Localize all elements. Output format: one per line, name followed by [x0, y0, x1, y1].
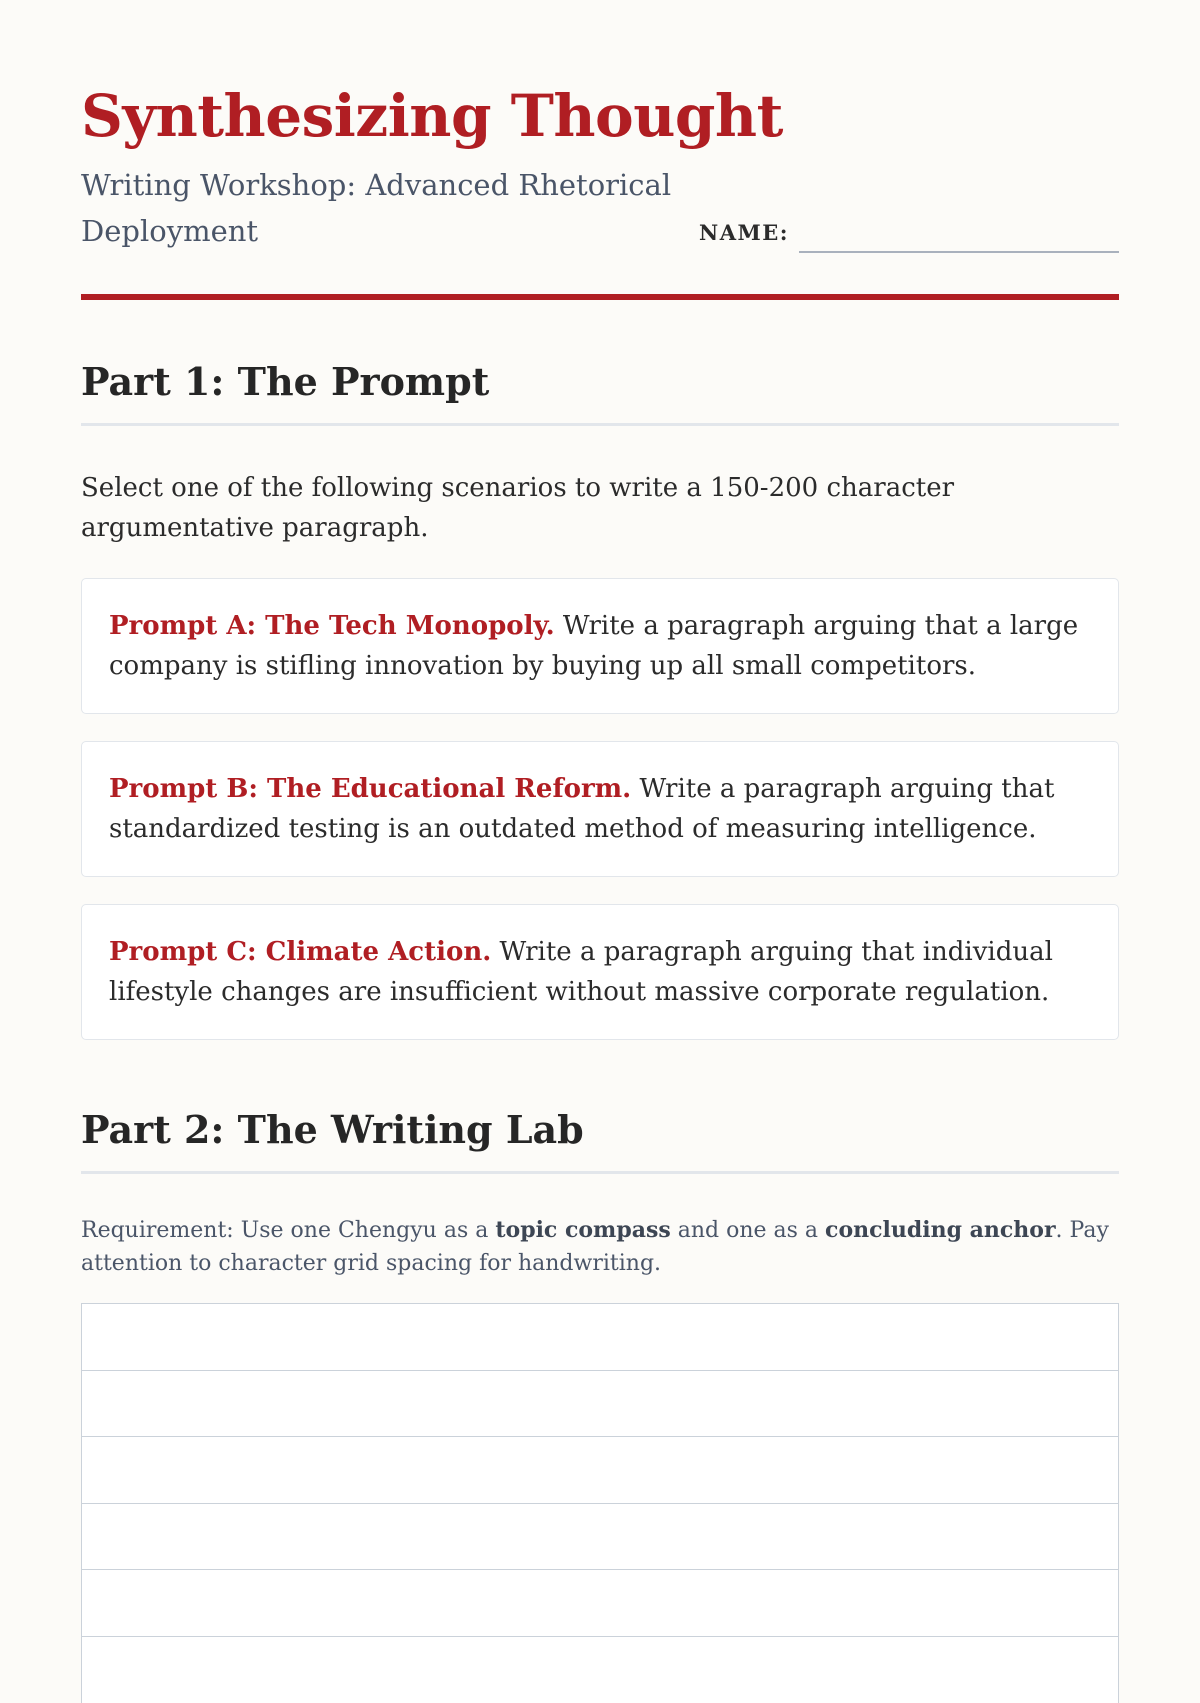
name-label: NAME:: [699, 220, 789, 245]
prompt-label: Prompt A: The Tech Monopoly.: [109, 611, 555, 641]
section-divider: [81, 1171, 1119, 1174]
worksheet-header: [81, 0, 1119, 302]
requirement-term-concluding-anchor: concluding anchor: [825, 1217, 1056, 1243]
section-part-1: [81, 357, 1119, 1040]
name-line[interactable]: [799, 251, 1119, 253]
header-divider: [81, 294, 1119, 300]
writing-row[interactable]: [82, 1304, 1118, 1371]
prompt-text: Write a paragraph arguing that standardized testing is an outdated method of measuring intelligence.: [109, 774, 1055, 844]
writing-row[interactable]: [82, 1437, 1118, 1504]
prompt-text: Write a paragraph arguing that individual lifestyle changes are insufficient without massive corporate regulation.: [109, 937, 1053, 1007]
requirement-prefix: Requirement: Use one Chengyu as a: [81, 1218, 496, 1243]
requirement-middle: and one as a: [670, 1218, 826, 1243]
writing-row[interactable]: [82, 1371, 1118, 1438]
writing-grid[interactable]: [81, 1303, 1119, 1703]
writing-row[interactable]: [82, 1504, 1118, 1571]
prompt-card-c: [81, 904, 1119, 1040]
prompt-label: Prompt C: Climate Action.: [109, 937, 492, 967]
section-title-part-1: Part 1: The Prompt: [81, 359, 490, 404]
requirement-term-topic-compass: topic compass: [495, 1217, 671, 1243]
page-title: Synthesizing Thought: [81, 82, 783, 150]
requirement-suffix: . Pay attention to character grid spacing for handwriting.: [81, 1218, 1109, 1276]
prompt-label: Prompt B: The Educational Reform.: [109, 774, 632, 804]
prompt-instructions: Select one of the following scenarios to write a 150-200 character argumentative paragraph.: [81, 473, 955, 543]
page-subtitle: Writing Workshop: Advanced Rhetorical Deployment: [81, 168, 672, 248]
name-field: [699, 214, 1119, 254]
writing-row[interactable]: [82, 1570, 1118, 1637]
prompt-card-b: [81, 741, 1119, 877]
prompt-card-a: [81, 578, 1119, 714]
prompt-list: [81, 578, 1119, 1040]
section-title-part-2: Part 2: The Writing Lab: [81, 1107, 584, 1152]
prompt-text: Write a paragraph arguing that a large company is stifling innovation by buying up all small competitors.: [109, 611, 1079, 681]
section-divider: [81, 423, 1119, 426]
section-part-2: [81, 1105, 1119, 1280]
writing-requirement: [81, 1214, 1119, 1280]
